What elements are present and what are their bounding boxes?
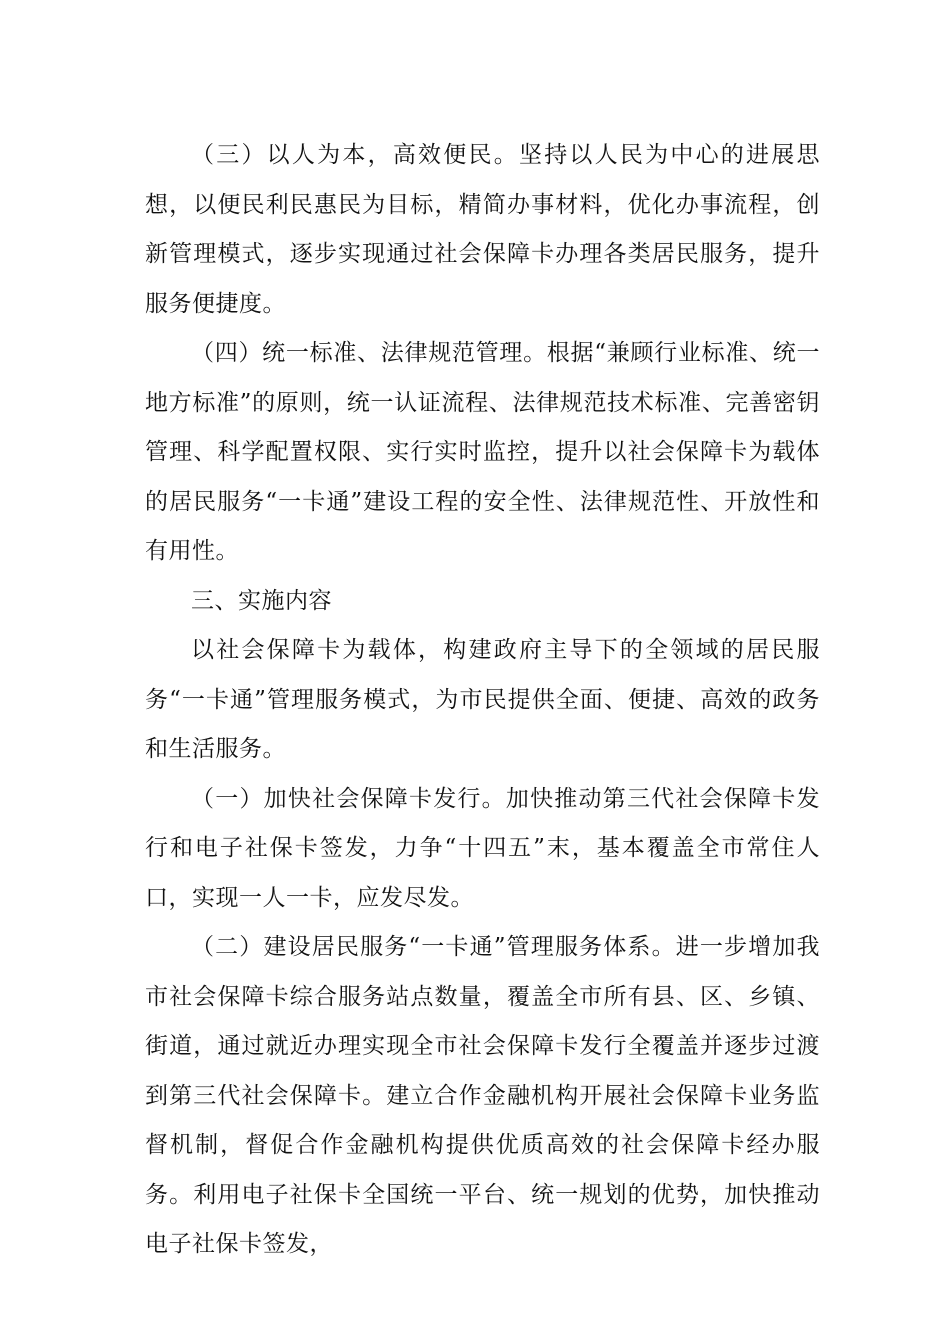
paragraph-card-issuance: （一）加快社会保障卡发行。加快推动第三代社会保障卡发行和电子社保卡签发，力争“十四五”末，基本覆盖全市常住人口，实现一人一卡，应发尽发。 (145, 785, 820, 911)
paragraph-service-system: （二）建设居民服务“一卡通”管理服务体系。进一步增加我市社会保障卡综合服务站点数量，覆盖全市所有县、区、乡镇、街道，通过就近办理实现全市社会保障卡发行全覆盖并逐步过渡到第三代社会保障卡。建立合作金融机构开展社会保障卡业务监督机制，督促合作金融机构提供优质高效的社会保障卡经办服务。利用电子社保卡全国统一平台、统一规划的优势，加快推动电子社保卡签发， (145, 934, 820, 1257)
paragraph-people-oriented: （三）以人为本，高效便民。坚持以人民为中心的进展思想，以便民利民惠民为目标，精简办事材料，优化办事流程，创新管理模式，逐步实现通过社会保障卡办理各类居民服务，提升服务便捷度。 (145, 142, 820, 317)
paragraph-unified-standards: （四）统一标准、法律规范管理。根据“兼顾行业标准、统一地方标准”的原则，统一认证流程、法律规范技术标准、完善密钥管理、科学配置权限、实行实时监控，提升以社会保障卡为载体的居民服务“一卡通”建设工程的安全性、法律规范性、开放性和有用性。 (145, 340, 820, 564)
paragraph-implementation-intro: 以社会保障卡为载体，构建政府主导下的全领域的居民服务“一卡通”管理服务模式，为市民提供全面、便捷、高效的政务和生活服务。 (145, 637, 820, 762)
section-heading-implementation: 三、实施内容 (191, 587, 332, 614)
document-body (145, 131, 820, 1270)
